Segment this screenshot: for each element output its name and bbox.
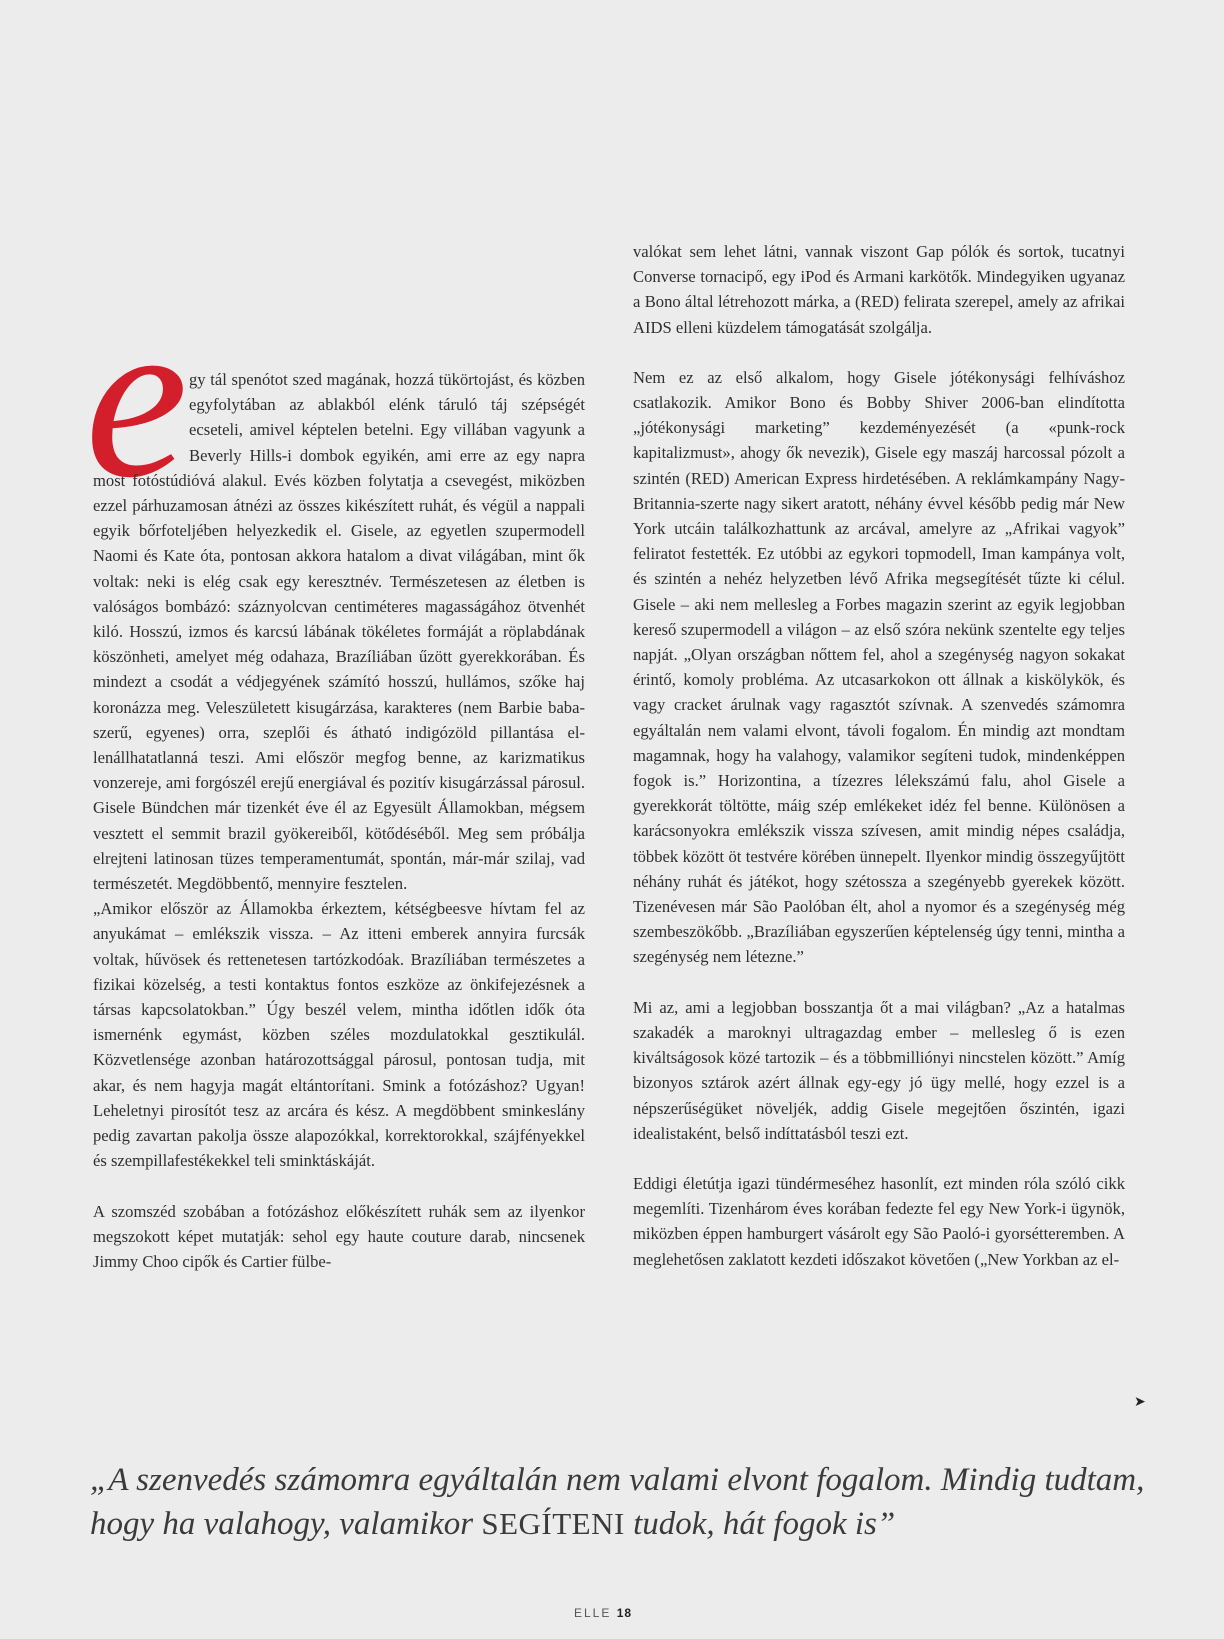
article-column-left <box>85 269 585 1274</box>
pull-quote-text-1: „A szenvedés számomra egyáltalán nem valami elvont fogalom. Mindig tudtam, hogy ha valahogy, valamikor <box>90 1462 1145 1542</box>
article-paragraph-2: „Amikor először az Államokba érkeztem, kétségbeesve hívtam fel az anyukámat – emlékszik vissza. – Az itteni emberek annyira furcsák voltak, hűvösek és rettenetesen tartózkodóak. Brazíliában természetes a fizikai közelség, a testi kontaktus fontos eszköze az önkifejezésnek a társas kapcsolatokban.” Úgy beszél velem, mintha időtlen idők óta ismernénk egymást, közben széles mozdulatokkal gesztikulál. Közvetlensége azonban határozottsággal párosul, pontosan tudja, mit akar, és nem hagyja magát eltántorítаni. Smink a fotózáshoz? Ugyan! Leheletnyi pirosítót tesz az arcára és kész. A megdöbbent sminkeslány pedig zavartan pakolja össze alapozókkal, korrektorokkal, szájfényekkel és szempillafestékekkel teli sminktáskáját. <box>93 899 585 1171</box>
page-number: 18 <box>616 1606 633 1620</box>
drop-cap: e <box>85 269 188 526</box>
pull-quote-emphasis: SEGÍTENI <box>481 1506 625 1541</box>
article-paragraph-3: A szomszéd szobában a fotózáshoz előkészített ruhák sem az ilyenkor megszokott képet mutatják: sehol egy haute couture darab, nincsenek Jimmy Choo cipők és Cartier fülbe- <box>93 1201 585 1271</box>
page-folio <box>574 1606 632 1620</box>
article-paragraph-4: valókat sem lehet látni, vannak viszont Gap pólók és sortok, tucatnyi Converse tornacipő, egy iPod és Armani karkötők. Mindegyiken ugyanaz a Bono által létrehozott márka, a (RED) felirata szerepel, amely az afrikai AIDS elleni küzdelem támogatását szolgálja. <box>633 242 1125 337</box>
article-paragraph-1-text: gy tál spenótot szed magának, hozzá tükörtojást, és közben egyfolytában az ablakból elénk táruló táj szépségét ecseteli, amivel képtelen betelni. Egy villában vagyunk a Beverly Hills-i dombok egyikén, ami erre az egy napra most fotóstúdióvá alakul. Evés közben folytatja a csevegést, miközben ezzel párhuzamosan átnézi az összes kikészített ruhát, és végül a nappali egyik bőrfoteljében helyezkedik el. Gisele, az egyetlen szupermodell Naomi és Kate óta, pontosan akkora hatalom a divat világában, mint ők voltak: neki is elég csak egy keresztnév. Természetesen az életben is valóságos bombázó: száznyolcvan centiméteres magasságához ötvenhét kiló. Hosszú, izmos és karcsú lábának tökéletes formáját a röplabdának köszönheti, amelyet még odahaza, Brazíliában űzött gyerekkorában. És mindezt a csodát a védjegyének számító hosszú, hullámos, szőke haj koronázza meg. Veleszületett kisugárzása, karakteres (nem Barbie baba-szerű, egyenes) orra, szeplői és átható indigózöld pillantása ellenállhatatlanná teszi. Ami először megfog benne, az karizmatikus vonzereje, ami forgószél erejű energiával és pozitív kisugárzással párosul. Gisele Bündchen már tizenkét éve él az Egyesült Államokban, mégsem vesztett el semmit brazil gyökereiből, kötődéséből. Meg sem próbálja elrejteni latinosan tüzes temperamentumát, spontán, már-már szilaj, vad természetét. Megdöbbentő, mennyire fesztelen. <box>93 370 585 894</box>
article-paragraph-7: Eddigi életútja igazi tündérmeséhez hasonlít, ezt minden róla szóló cikk megemlíti. Tizenhárom éves korában fedezte fel egy New York-i ügynök, miközben éppen hamburgert vásárolt egy São Paoló-i gyorsétteremben. A meglehetősen zaklatott kezdeti időszakot követően („New Yorkban az el- <box>633 1173 1125 1269</box>
article-column-right <box>633 239 1125 1272</box>
article-paragraph-5: Nem ez az első alkalom, hogy Gisele jótékonysági felhíváshoz csatlakozik. Amikor Bono és Bobby Shiver 2006-ban elindította „jótékonysági marketing” kezdeményezését (a «punk-rock kapitalizmust», ahogy ők nevezik), Gisele egy maszáj harcossal pózolt a szintén (RED) American Express hirdetésében. A reklámkampány Nagy-Britannia-szerte nagy sikert aratott, néhány évvel később pedig már New York utcáin találkozhattunk az arcával, amelyre az „Afrikai vagyok” feliratot festették. Ez utóbbi az egykori topmodell, Iman kampánya volt, és szintén a nehéz helyzetben lévő Afrika megsegítését tűzte ki célul. Gisele – aki nem mellesleg a Forbes magazin szerint az egyik legjobban kereső szupermodell a világon – az első szóra nekünk szentelte egy teljes napját. „Olyan országban nőttem fel, ahol a szegénység nagyon sokakat érintő, komoly probléma. Az utcasarkokon ott állnak a kiskölykök, és vagy cracket árulnak vagy ragasztót szívnak. A szenvedés számomra egyáltalán nem valami elvont, távoli fogalom. Én mindig azt mondtam magamnak, hogy ha valahogy, valamikor segíteni tudok, mindenképpen fogok is.” Horizontina, a tízezres lélekszámú falu, ahol Gisele a gyerekkorát töltötte, máig szép emlékeket idéz fel benne. Különösen a karácsonyokra emlékszik vissza szívesen, amit mindig népes családja, többek között öt testvére körében ünnepelt. Ilyenkor mindig összegyűjtött néhány ruhát és játékot, hogy szétossza a szegényebb gyerekek között. Tizenévesen már São Paolóban élt, ahol a nyomor és a szegénység még szembeszökőbb. „Brazíliában egyszerűen képtelenség úgy tenni, mintha a szegénység nem létezne.” <box>633 367 1125 967</box>
magazine-name: ELLE <box>574 1606 612 1620</box>
pull-quote-text-2: tudok, hát fogok is” <box>624 1506 896 1542</box>
continue-arrow-icon: ➤ <box>1134 1395 1146 1410</box>
article-paragraph-1 <box>85 269 585 896</box>
pull-quote <box>90 1458 1150 1546</box>
article-paragraph-6: Mi az, ami a legjobban bosszantja őt a mai világban? „Az a hatalmas szakadék a maroknyi ultragazdag ember – mellesleg ő is ezen kiváltságosok közé tartozik – és a többmilliónyi nincstelen között.” Amíg bizonyos sztárok azért állnak egy-egy jó ügy mellé, hogy ezzel is a népszerűségüket növeljék, addig Gisele megejtően őszintén, igazi idealistaként, belső indíttatásból teszi ezt. <box>633 997 1125 1143</box>
